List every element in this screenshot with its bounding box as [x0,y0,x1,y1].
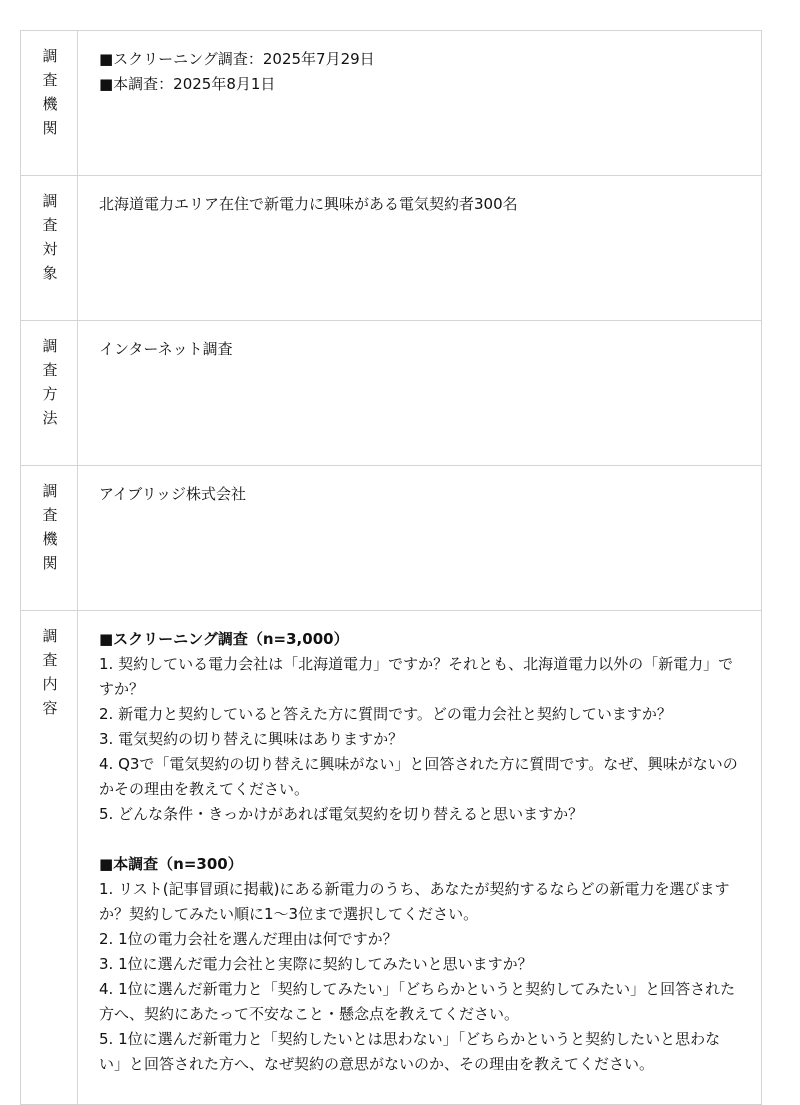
table-row [21,321,762,466]
survey-date-main: ■本調査：2025年8月1日 [99,75,276,93]
row-content-cell [78,321,762,466]
row-label: 調査方法 [40,338,59,434]
main-question: 4. 1位に選んだ新電力と「契約してみたい」「どちらかというと契約してみたい」と回答された方へ、契約にあたって不安なこと・懸念点を教えてください。 [99,980,736,1023]
survey-date-screening: ■スクリーニング調査：2025年7月29日 [99,50,375,68]
row-label-cell [21,321,78,466]
main-survey-heading: ■本調査（n=300） [99,855,243,873]
row-label-cell [21,176,78,321]
row-label: 調査機関 [40,48,59,144]
main-question: 3. 1位に選んだ電力会社と実際に契約してみたいと思いますか？ [99,955,533,973]
row-label-cell [21,611,78,1105]
main-question: 5. 1位に選んだ新電力と「契約したいとは思わない」「どちらかというと契約したいと思わない」と回答された方へ、なぜ契約の意思がないのか、その理由を教えてください。 [99,1030,721,1073]
table-row [21,611,762,1105]
screening-survey-heading: ■スクリーニング調査（n=3,000） [99,630,349,648]
table-row [21,31,762,176]
screening-question: 5. どんな条件・きっかけがあれば電気契約を切り替えると思いますか？ [99,805,584,823]
row-label-cell [21,31,78,176]
survey-target: 北海道電力エリア在住で新電力に興味がある電気契約者300名 [99,195,518,213]
spacer [99,827,741,852]
screening-question: 4. Q3で「電気契約の切り替えに興味がない」と回答された方に質問です。なぜ、興味がないのかその理由を教えてください。 [99,755,738,798]
row-label: 調査対象 [40,193,59,289]
table-row [21,176,762,321]
row-content-cell [78,611,762,1105]
row-label-cell [21,466,78,611]
screening-question: 1. 契約している電力会社は「北海道電力」ですか？それとも、北海道電力以外の「新電力」ですか？ [99,655,734,698]
table-row [21,466,762,611]
main-question: 1. リスト(記事冒頭に掲載)にある新電力のうち、あなたが契約するならどの新電力を選びますか？契約してみたい順に1～3位まで選択してください。 [99,880,730,923]
screening-question: 2. 新電力と契約していると答えた方に質問です。どの電力会社と契約していますか？ [99,705,672,723]
main-question: 2. 1位の電力会社を選んだ理由は何ですか？ [99,930,398,948]
row-content-cell [78,466,762,611]
row-content-cell [78,31,762,176]
survey-organization: アイブリッジ株式会社 [99,485,247,503]
row-label: 調査機関 [40,483,59,579]
survey-overview-table [20,30,762,1105]
row-label: 調査内容 [40,628,59,724]
survey-method: インターネット調査 [99,340,233,358]
screening-question: 3. 電気契約の切り替えに興味はありますか？ [99,730,404,748]
row-content-cell [78,176,762,321]
